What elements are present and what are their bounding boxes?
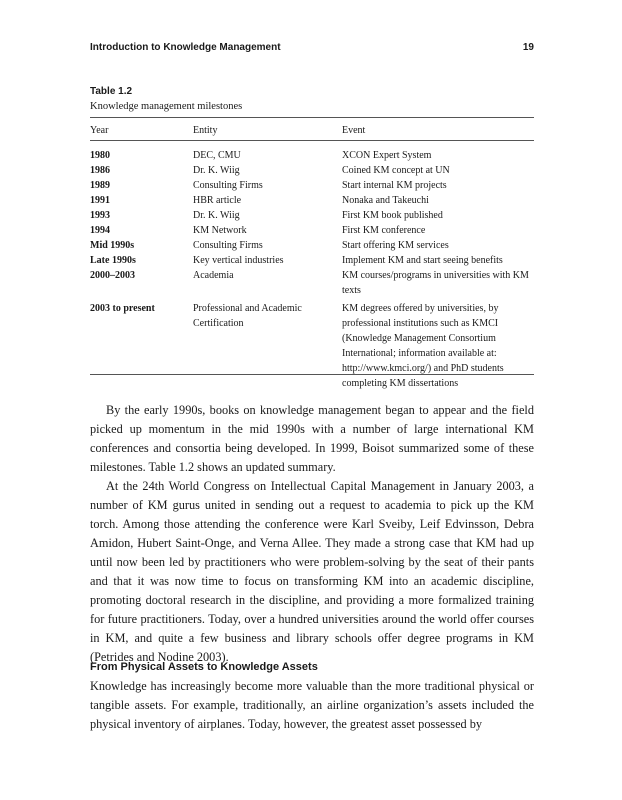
- milestones-table: [90, 117, 534, 391]
- row-entity: Consulting Firms: [193, 240, 263, 251]
- row-event: First KM conference: [342, 225, 426, 236]
- row-year: 1986: [90, 165, 110, 176]
- table-header-rule: [90, 140, 534, 141]
- paragraph: By the early 1990s, books on knowledge management began to appear and the field picked up momentum in the mid 1990s with a number of large international KM conferences and consortia being developed. In 1999, Boisot summarized some of these milestones. Table 1.2 shows an updated summary.: [90, 403, 534, 474]
- row-entity: Dr. K. Wiig: [193, 210, 240, 221]
- row-entity: HBR article: [193, 195, 242, 206]
- row-entity: Consulting Firms: [193, 180, 263, 191]
- table-row: [90, 301, 534, 391]
- table-header-row: [90, 117, 534, 141]
- row-year: 2000–2003: [90, 270, 135, 281]
- row-event: KM degrees offered by universities, by professional institutions such as KMCI (Knowledge Management Consortium International; information available at: http://www.kmci.org/) and PhD students completing KM dissertations: [342, 303, 504, 389]
- row-year: 2003 to present: [90, 303, 155, 314]
- row-year: 1989: [90, 180, 110, 191]
- body-text-upper: [90, 401, 534, 667]
- page-number: 19: [522, 42, 534, 53]
- table-caption: Table 1.2: [90, 86, 133, 97]
- row-entity: Professional and Academic Certification: [193, 303, 302, 329]
- row-year: 1994: [90, 225, 110, 236]
- row-event: Start internal KM projects: [342, 180, 447, 191]
- row-year: Late 1990s: [90, 255, 136, 266]
- table-row: [90, 268, 534, 298]
- table-row: [90, 148, 534, 163]
- row-entity: Key vertical industries: [193, 255, 284, 266]
- row-event: KM courses/programs in universities with KM texts: [342, 270, 529, 296]
- running-head-title: Introduction to Knowledge Management: [90, 42, 281, 53]
- row-event: Coined KM concept at UN: [342, 165, 450, 176]
- table-row: [90, 178, 534, 193]
- table-subtitle: Knowledge management milestones: [90, 101, 243, 112]
- row-year: 1991: [90, 195, 110, 206]
- row-event: Implement KM and start seeing benefits: [342, 255, 503, 266]
- table-row: [90, 208, 534, 223]
- row-year: 1993: [90, 210, 110, 221]
- row-year: 1980: [90, 150, 110, 161]
- table-bottom-rule: [90, 374, 534, 375]
- row-entity: KM Network: [193, 225, 247, 236]
- row-event: First KM book published: [342, 210, 443, 221]
- table-row: [90, 238, 534, 253]
- row-event: Start offering KM services: [342, 240, 449, 251]
- row-year: Mid 1990s: [90, 240, 135, 251]
- header-event: Event: [342, 125, 366, 136]
- table-row: [90, 253, 534, 268]
- row-event: XCON Expert System: [342, 150, 432, 161]
- section-heading: From Physical Assets to Knowledge Assets: [90, 661, 318, 673]
- row-event: Nonaka and Takeuchi: [342, 195, 429, 206]
- header-year: Year: [90, 125, 109, 136]
- table-row: [90, 223, 534, 238]
- row-entity: Academia: [193, 270, 234, 281]
- table-row: [90, 163, 534, 178]
- document-page: [90, 0, 534, 800]
- row-entity: DEC, CMU: [193, 150, 241, 161]
- body-text-lower: [90, 677, 534, 734]
- running-head: [90, 42, 534, 53]
- table-row: [90, 193, 534, 208]
- row-entity: Dr. K. Wiig: [193, 165, 240, 176]
- header-entity: Entity: [193, 125, 218, 136]
- paragraph: At the 24th World Congress on Intellectual Capital Management in January 2003, a number of KM gurus united in sending out a request to academia to pick up the KM torch. Among those attending the conference were Karl Sveiby, Leif Edvinsson, Debra Amidon, Hubert Saint-Onge, and Verna Allee. They made a strong case that KM had up until now been led by practitioners who were problem-solving by the seat of their pants and that it was now time to focus on transforming KM into an academic discipline, promoting doctoral research in the discipline, and providing a more formalized training for future practitioners. Today, over a hundred universities around the world offer courses in KM, and quite a few business and library schools offer degree programs in KM (Petrides and Nodine 2003).: [90, 479, 534, 664]
- paragraph: Knowledge has increasingly become more valuable than the more traditional physical or tangible assets. For example, traditionally, an airline organization’s assets included the physical inventory of airplanes. Today, however, the greatest asset possessed by: [90, 679, 534, 731]
